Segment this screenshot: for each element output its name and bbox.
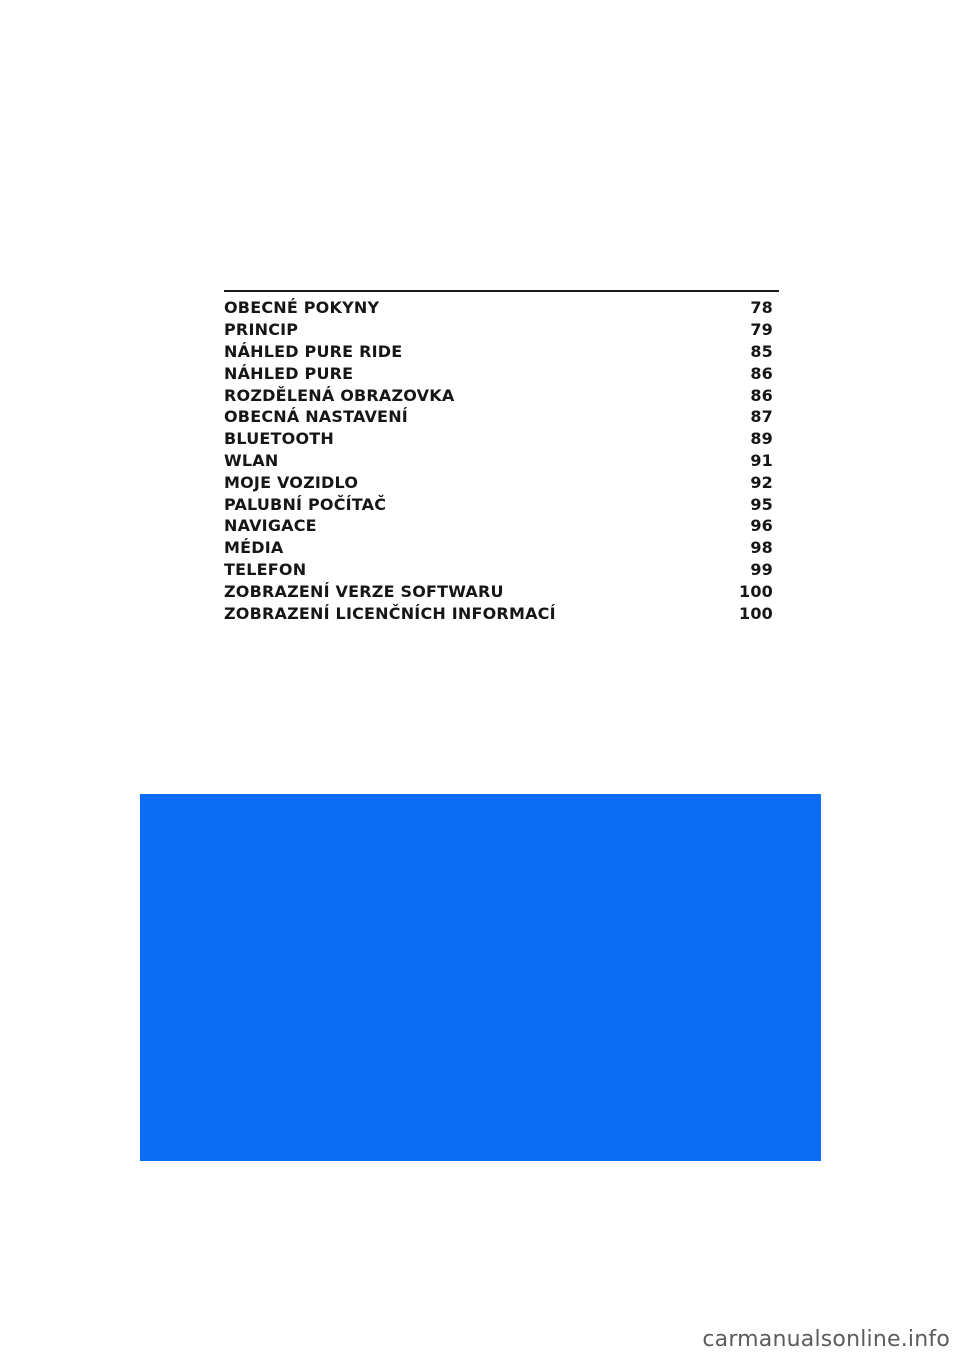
toc-item-page: 86	[750, 363, 773, 383]
toc-item-title: OBECNÁ NASTAVENÍ	[224, 407, 408, 427]
toc-item-title: PRINCIP	[224, 320, 299, 340]
toc-item-page: 92	[750, 472, 773, 492]
watermark-text: carmanualsonline.info	[702, 1327, 950, 1352]
toc-item-princip[interactable]	[224, 319, 779, 341]
toc-item-title: BLUETOOTH	[224, 429, 334, 449]
toc-item-zobrazeni-verze-softwaru[interactable]	[224, 580, 779, 602]
toc-item-title: PALUBNÍ POČÍTAČ	[224, 494, 387, 514]
table-of-contents	[224, 290, 779, 624]
toc-item-page: 89	[750, 429, 773, 449]
toc-item-navigace[interactable]	[224, 515, 779, 537]
toc-item-obecna-nastaveni[interactable]	[224, 406, 779, 428]
toc-item-page: 91	[750, 450, 773, 470]
toc-item-page: 79	[750, 320, 773, 340]
blue-panel	[140, 794, 821, 1161]
toc-item-bluetooth[interactable]	[224, 428, 779, 450]
toc-item-page: 98	[750, 538, 773, 558]
toc-item-telefon[interactable]	[224, 559, 779, 581]
toc-item-page: 100	[739, 581, 773, 601]
toc-item-media[interactable]	[224, 537, 779, 559]
toc-item-title: NÁHLED PURE	[224, 363, 354, 383]
toc-item-title: WLAN	[224, 450, 279, 470]
toc-item-title: TELEFON	[224, 559, 307, 579]
toc-item-title: ROZDĚLENÁ OBRAZOVKA	[224, 385, 455, 405]
toc-item-title: MOJE VOZIDLO	[224, 472, 359, 492]
toc-item-nahled-pure-ride[interactable]	[224, 341, 779, 363]
toc-item-page: 96	[750, 516, 773, 536]
toc-item-title: NÁHLED PURE RIDE	[224, 341, 403, 361]
toc-item-wlan[interactable]	[224, 450, 779, 472]
toc-item-title: NAVIGACE	[224, 516, 317, 536]
toc-item-page: 95	[750, 494, 773, 514]
toc-item-title: ZOBRAZENÍ VERZE SOFTWARU	[224, 581, 504, 601]
toc-item-title: MÉDIA	[224, 538, 284, 558]
toc-item-obecne-pokyny[interactable]	[224, 297, 779, 319]
toc-item-title: ZOBRAZENÍ LICENČNÍCH INFORMACÍ	[224, 603, 556, 623]
toc-item-page: 100	[739, 603, 773, 623]
toc-item-page: 86	[750, 385, 773, 405]
toc-item-zobrazeni-licencnich-informaci[interactable]	[224, 602, 779, 624]
toc-item-nahled-pure[interactable]	[224, 362, 779, 384]
toc-item-page: 99	[750, 559, 773, 579]
toc-item-palubni-pocitac[interactable]	[224, 493, 779, 515]
toc-item-title: OBECNÉ POKYNY	[224, 298, 380, 318]
toc-list	[224, 297, 779, 624]
toc-item-page: 85	[750, 341, 773, 361]
toc-item-moje-vozidlo[interactable]	[224, 471, 779, 493]
toc-item-rozdelena-obrazovka[interactable]	[224, 384, 779, 406]
toc-item-page: 87	[750, 407, 773, 427]
toc-item-page: 78	[750, 298, 773, 318]
